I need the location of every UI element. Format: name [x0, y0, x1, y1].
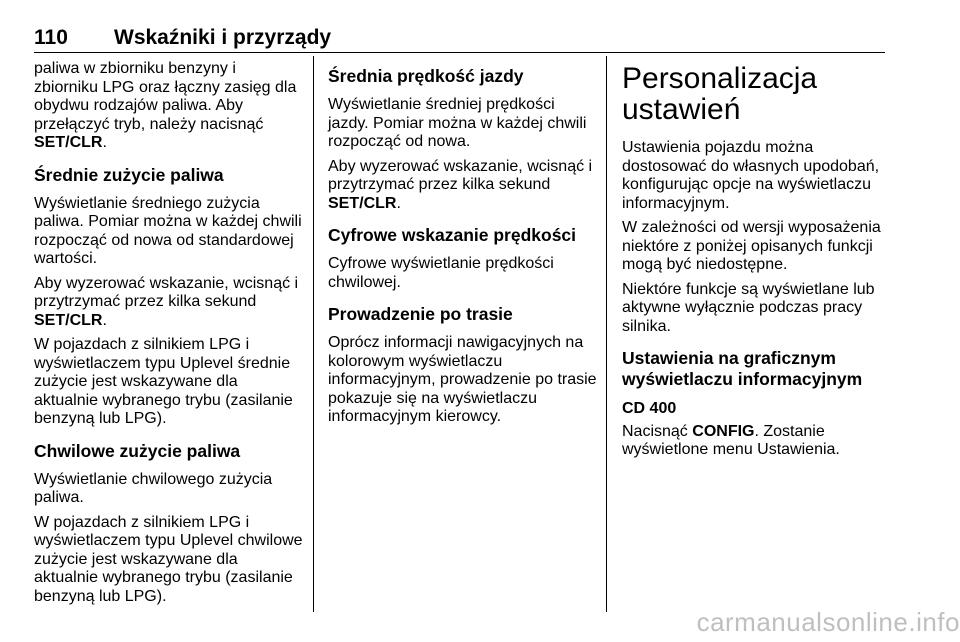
- reset-paragraph: Aby wyzerować wskazanie, wcisnąć i przytrzymać przez kilka sekund SET/CLR.: [34, 274, 299, 329]
- column-2: [328, 60, 598, 433]
- header-divider: [34, 52, 885, 53]
- section-title: Wskaźniki i przyrządy: [114, 26, 332, 49]
- page-number: 110: [34, 26, 68, 49]
- column-3: [622, 60, 892, 466]
- paragraph: Wyświetlanie średniego zużycia paliwa. Pomiar można w każdej chwili rozpocząć od nowa od standardowej wartości.: [34, 194, 302, 267]
- heading-average-consumption: Średnie zużycie paliwa: [34, 164, 224, 185]
- heading-route-guidance: Prowadzenie po trasie: [328, 304, 513, 324]
- reset-paragraph: Aby wyzerować wskazanie, wcisnąć i przytrzymać przez kilka sekund SET/CLR.: [328, 157, 593, 212]
- intro-paragraph: paliwa w zbiorniku benzyny i zbiorniku LPG oraz łączny zasięg dla obydwu rodzajów paliwa. Aby przełączyć tryb, należy nacisnąć SET/CLR.: [34, 60, 297, 151]
- paragraph: Oprócz informacji nawigacyjnych na kolorowym wyświetlaczu informacyjnym, prowadzenie po trasie pokazuje się na wyświetlaczu informacyjnym kierowcy.: [328, 334, 597, 425]
- set-clr-key: SET/CLR: [34, 311, 103, 329]
- heading-graphic-display-settings: Ustawienia na graficznym wyświetlaczu informacyjnym: [622, 348, 863, 389]
- watermark: carmanualsonline.info: [696, 607, 960, 637]
- paragraph: Wyświetlanie chwilowego zużycia paliwa.: [34, 470, 273, 506]
- set-clr-key: SET/CLR: [34, 134, 103, 151]
- paragraph: Wyświetlanie średniej prędkości jazdy. Pomiar można w każdej chwili rozpocząć od nowa.: [328, 96, 587, 150]
- paragraph: W pojazdach z silnikiem LPG i wyświetlaczem typu Uplevel chwilowe zużycie jest wskazywane dla aktualnie wybranego trybu (zasilanie benzyną lub LPG).: [34, 513, 303, 605]
- paragraph: Niektóre funkcje są wyświetlane lub aktywne wyłącznie podczas pracy silnika.: [622, 280, 875, 335]
- column-divider-1: [313, 56, 314, 612]
- heading-digital-speed: Cyfrowe wskazanie prędkości: [328, 225, 577, 245]
- heading-average-speed: Średnia prędkość jazdy: [328, 66, 524, 86]
- paragraph: W zależności od wersji wyposażenia niektóre z poniżej opisanych funkcji mogą być niedostępne.: [622, 219, 881, 273]
- column-1: [34, 60, 304, 612]
- paragraph: Ustawienia pojazdu można dostosować do własnych upodobań, konfigurując opcje na wyświetlaczu informacyjnym.: [622, 139, 880, 212]
- config-key: CONFIG: [692, 422, 755, 440]
- paragraph: Cyfrowe wyświetlanie prędkości chwilowej.: [328, 255, 554, 291]
- set-clr-key: SET/CLR: [328, 194, 397, 212]
- column-divider-2: [606, 56, 607, 612]
- paragraph: W pojazdach z silnikiem LPG i wyświetlaczem typu Uplevel średnie zużycie jest wskazywane dla aktualnie wybranego trybu (zasilanie benzyną lub LPG).: [34, 336, 293, 427]
- page-header: [34, 26, 885, 52]
- heading-instant-consumption: Chwilowe zużycie paliwa: [34, 440, 241, 461]
- subheading-cd400: CD 400: [622, 400, 677, 417]
- section-heading-personalization: Personalizacja ustawień: [622, 62, 818, 126]
- config-paragraph: Nacisnąć CONFIG. Zostanie wyświetlone menu Ustawienia.: [622, 422, 840, 458]
